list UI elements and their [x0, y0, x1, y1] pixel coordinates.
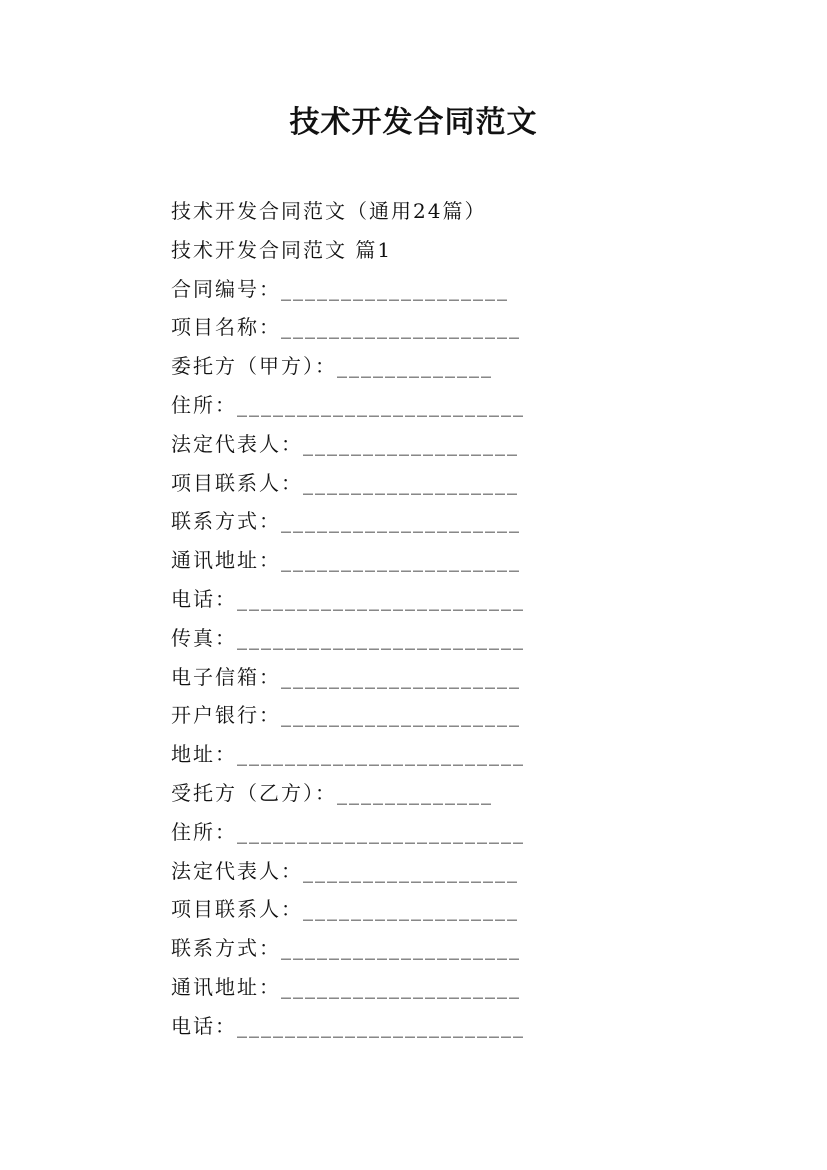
- field-label: 联系方式：: [171, 509, 281, 534]
- field-blank: ____________________: [281, 974, 521, 999]
- field-label: 项目名称：: [171, 315, 281, 340]
- field-blank: ____________________: [281, 703, 521, 728]
- field-party-a-contact-person: [171, 464, 731, 503]
- field-blank: ____________________: [281, 936, 521, 961]
- field-party-b-contact-person: [171, 890, 731, 929]
- field-contract-number: [171, 270, 731, 309]
- field-party-a-address: [171, 386, 731, 425]
- field-label: 电子信箱：: [171, 664, 281, 689]
- field-party-a-bank-address: [171, 735, 731, 774]
- field-blank: ________________________: [237, 625, 525, 650]
- field-blank: ________________________: [237, 392, 525, 417]
- field-party-a-contact-method: [171, 502, 731, 541]
- field-party-a-legal-rep: [171, 425, 731, 464]
- field-blank: ________________________: [237, 586, 525, 611]
- field-label: 委托方（甲方）：: [171, 354, 337, 379]
- field-label: 通讯地址：: [171, 974, 281, 999]
- field-blank: _____________: [337, 354, 493, 379]
- field-blank: ____________________: [281, 315, 521, 340]
- field-label: 住所：: [171, 392, 237, 417]
- field-party-a-phone: [171, 580, 731, 619]
- document-title: 技术开发合同范文: [289, 105, 538, 140]
- field-project-name: [171, 308, 731, 347]
- field-label: 地址：: [171, 742, 237, 767]
- field-blank: _____________: [337, 780, 493, 805]
- field-label: 法定代表人：: [171, 858, 303, 883]
- field-label: 项目联系人：: [171, 470, 303, 495]
- field-party-b-phone: [171, 1007, 731, 1046]
- field-party-b-mailing-address: [171, 968, 731, 1007]
- field-label: 联系方式：: [171, 936, 281, 961]
- field-party-b: [171, 774, 731, 813]
- document-body: [171, 192, 731, 1046]
- field-label: 法定代表人：: [171, 431, 303, 456]
- field-blank: ___________________: [281, 276, 509, 301]
- field-party-a-fax: [171, 619, 731, 658]
- field-blank: ____________________: [281, 548, 521, 573]
- field-party-b-address: [171, 813, 731, 852]
- field-blank: __________________: [303, 858, 519, 883]
- field-label: 合同编号：: [171, 276, 281, 301]
- field-label: 传真：: [171, 625, 237, 650]
- field-blank: ________________________: [237, 819, 525, 844]
- document-subtitle: 技术开发合同范文（通用24篇）: [171, 199, 487, 223]
- field-party-a-email: [171, 658, 731, 697]
- field-party-b-contact-method: [171, 929, 731, 968]
- section-heading: 技术开发合同范文 篇1: [171, 237, 393, 262]
- field-party-b-legal-rep: [171, 852, 731, 891]
- field-label: 受托方（乙方）：: [171, 780, 337, 805]
- field-blank: ____________________: [281, 664, 521, 689]
- field-label: 住所：: [171, 819, 237, 844]
- field-label: 电话：: [171, 1013, 237, 1038]
- field-label: 开户银行：: [171, 703, 281, 728]
- field-blank: ________________________: [237, 742, 525, 767]
- field-blank: ____________________: [281, 509, 521, 534]
- field-blank: __________________: [303, 470, 519, 495]
- field-label: 项目联系人：: [171, 897, 303, 922]
- field-blank: __________________: [303, 897, 519, 922]
- field-label: 通讯地址：: [171, 548, 281, 573]
- field-label: 电话：: [171, 586, 237, 611]
- field-party-a-bank: [171, 696, 731, 735]
- field-party-a-mailing-address: [171, 541, 731, 580]
- field-blank: __________________: [303, 431, 519, 456]
- field-blank: ________________________: [237, 1013, 525, 1038]
- field-party-a: [171, 347, 731, 386]
